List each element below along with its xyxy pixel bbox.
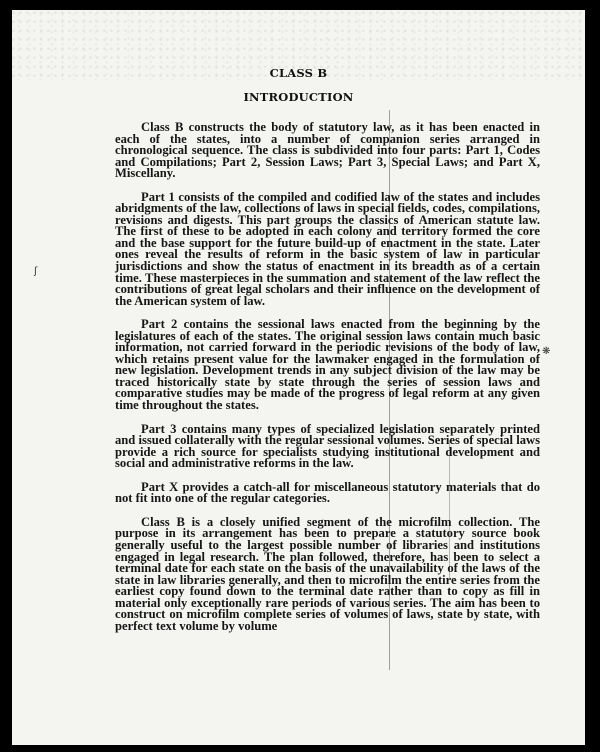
page-title: INTRODUCTION (243, 90, 354, 104)
paragraph-4: Part 3 contains many types of specialized legislation separately printed and issued collaterally with the regular sessional volumes. Series of special laws provide a rich source for specialists studying institutional development and social and administrative reforms in the law. (115, 421, 540, 471)
section-heading: CLASS B (269, 66, 328, 80)
scan-mark-right: ❋ (542, 346, 551, 357)
paragraph-6: Class B is a closely unified segment of the microfilm collection. The purpose in its arrangement has been to prepare a statutory source book generally useful to the largest possible number of libraries and institutions engaged in legal research. The plan followed, therefore, has been to select a terminal date for each state on the basis of the unavailability of the laws of the state in law libraries generally, and then to microfilm the entire series from the earliest copy found down to the terminal date rather than to copy as fill in material only exceptionally rare periods of various series. The aim has been to construct on microfilm complete series of volumes of laws, state by state, with perfect text volume by volume (115, 514, 540, 633)
scan-mark-left: ʃ (34, 266, 38, 277)
paragraph-5: Part X provides a catch-all for miscellaneous statutory materials that do not fit into one of the regular categories. (115, 479, 540, 506)
paragraph-2: Part 1 consists of the compiled and codified law of the states and includes abridgments of the law, collections of laws in special fields, codes, compilations, revisions and digests. This part groups the classics of American statute law. The first of these to be adopted in each colony and territory formed the core and the base support for the future build-up of enactment in the state. Later ones reveal the results of reform in the basic system of law in particular jurisdictions and show the status of enactment in its breadth as of a certain time. These masterpieces in the summation and statement of the law reflect the contributions of great legal scholars and their influence on the development of the American system of law. (115, 189, 540, 308)
paragraph-1: Class B constructs the body of statutory law, as it has been enacted in each of the states, into a number of companion series arranged in chronological sequence. The class is subdivided into four parts: Part 1, Codes and Compilations; Part 2, Session Laws; Part 3, Special Laws; and Part X, Miscellany. (115, 120, 540, 181)
document-page (12, 10, 585, 745)
paragraph-3: Part 2 contains the sessional laws enacted from the beginning by the legislatures of each of the states. The original session laws contain much basic information, not carried forward in the periodic revisions of the body of law, which retains present value for the lawmaker engaged in the formulation of new legislation. Development trends in any subject division of the law may be traced historically state by state through the series of session laws and comparative studies may be made of the progress of legal reform at any given time throughout the states. (115, 317, 540, 413)
document-body (115, 122, 540, 644)
